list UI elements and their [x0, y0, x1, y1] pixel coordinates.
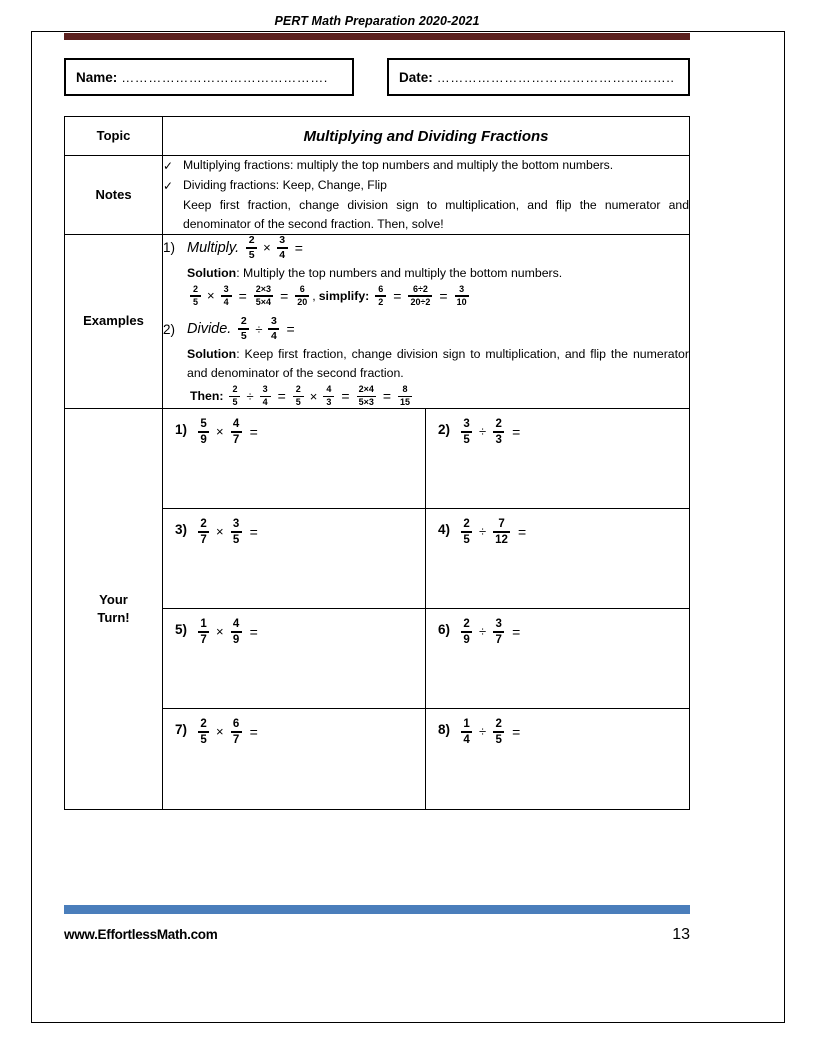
problem-expression	[194, 518, 262, 546]
denominator: 7	[200, 533, 207, 546]
equals-sign: =	[277, 388, 286, 405]
denominator: 5	[192, 296, 198, 307]
numerator: 4	[232, 417, 240, 430]
your-turn-label-cell	[65, 408, 163, 809]
fraction	[295, 285, 309, 307]
checkmark-icon: ✓	[163, 159, 174, 173]
worksheet-table	[64, 116, 690, 810]
denominator: 3	[326, 397, 332, 408]
numerator: 3	[459, 283, 465, 294]
denominator: 7	[232, 433, 240, 446]
fraction	[461, 418, 472, 446]
notes-row	[65, 156, 690, 235]
fraction	[455, 285, 469, 307]
numerator: 2	[495, 717, 502, 730]
fraction	[493, 518, 510, 546]
denominator: 12	[495, 533, 508, 546]
equals-sign: =	[512, 723, 521, 740]
numerator: 2	[463, 617, 470, 630]
header-rule	[64, 33, 690, 40]
footer-rule	[64, 905, 690, 914]
problem-expression	[457, 518, 530, 546]
examples-row	[65, 234, 690, 408]
denominator: 9	[232, 633, 240, 646]
fraction	[254, 285, 273, 307]
practice-problem[interactable]	[163, 509, 426, 609]
denominator: 5	[248, 248, 255, 261]
fraction	[231, 518, 242, 546]
name-label: Name:	[76, 69, 118, 85]
fraction-bar	[198, 431, 209, 433]
numerator: 6	[232, 717, 240, 730]
equals-sign: =	[517, 523, 527, 540]
numerator: 8	[402, 384, 408, 395]
denominator: 7	[495, 633, 502, 646]
then-label: Then:	[190, 389, 224, 404]
fraction	[408, 285, 432, 307]
problem-expression	[457, 618, 524, 646]
numerator: 2	[232, 384, 238, 395]
fraction	[323, 385, 334, 407]
numerator: 4	[232, 617, 240, 630]
example-1-solution	[187, 264, 689, 283]
numerator: 2	[192, 283, 198, 294]
fraction	[461, 618, 472, 646]
examples-label-cell: Examples	[65, 234, 163, 408]
numerator: 3	[495, 617, 502, 630]
numerator: 3	[463, 417, 470, 430]
denominator: 2	[378, 296, 384, 307]
operator: ×	[309, 388, 318, 404]
numerator: 2	[495, 417, 502, 430]
practice-problem-grid	[163, 409, 689, 809]
denominator: 5	[463, 433, 470, 446]
equals-sign: =	[249, 623, 258, 640]
denominator: 4	[262, 397, 268, 408]
equals-sign: =	[512, 623, 521, 640]
fraction	[221, 285, 232, 307]
denominator: 5	[232, 397, 238, 408]
note-item-text: Multiplying fractions: multiply the top numbers and multiply the bottom numbers.	[183, 158, 614, 172]
fraction-bar	[493, 631, 504, 633]
equals-sign: =	[249, 523, 258, 540]
problem-number: 2)	[438, 421, 451, 437]
fraction	[493, 618, 504, 646]
fraction-bar	[198, 731, 209, 733]
operator: ×	[216, 624, 224, 640]
equals-sign: =	[249, 723, 258, 740]
numerator: 6	[378, 283, 384, 294]
fraction	[246, 235, 257, 261]
numerator: 2×3	[255, 283, 272, 294]
fraction	[260, 385, 271, 407]
denominator: 20	[297, 296, 308, 307]
example-1-work	[187, 285, 689, 307]
practice-problem[interactable]	[163, 409, 426, 509]
your-turn-label-line2: Turn!	[97, 609, 130, 625]
fraction	[231, 718, 242, 746]
numerator: 3	[262, 384, 268, 395]
equals-sign: =	[238, 287, 247, 304]
solution-label: Solution	[187, 347, 237, 362]
operator: ÷	[246, 388, 254, 404]
fraction	[277, 235, 288, 261]
operator: ×	[216, 524, 224, 540]
equals-sign: =	[280, 287, 289, 304]
fraction	[198, 718, 209, 746]
your-turn-row	[65, 408, 690, 809]
practice-problem[interactable]	[426, 409, 689, 509]
fraction	[198, 418, 209, 446]
numerator: 2	[295, 384, 301, 395]
solution-text: : Multiply the top numbers and multiply the bottom numbers.	[236, 265, 563, 280]
notes-content-cell	[163, 156, 690, 235]
note-item-text: Dividing fractions: Keep, Change, Flip	[183, 178, 387, 193]
operator: ÷	[479, 524, 487, 540]
problem-expression	[194, 618, 262, 646]
fraction	[229, 385, 240, 407]
solution-text: : Keep first fraction, change division sign to multiplication, and flip the numerator and denominator of the second fraction.	[187, 347, 689, 381]
operator: ÷	[255, 321, 263, 337]
numerator: 2×4	[358, 384, 374, 395]
note-item	[163, 156, 689, 175]
fraction	[461, 518, 472, 546]
name-date-row	[64, 58, 690, 96]
equals-sign: =	[286, 321, 295, 338]
fraction-bar	[198, 531, 209, 533]
operator: ×	[216, 424, 224, 440]
fraction	[198, 618, 209, 646]
denominator: 4	[279, 248, 286, 261]
numerator: 2	[200, 717, 207, 730]
example-1-number: 1)	[163, 240, 176, 256]
numerator: 3	[279, 233, 286, 246]
denominator: 5×4	[255, 296, 272, 307]
problem-expression	[194, 418, 262, 446]
operator: ÷	[479, 424, 487, 440]
fraction-bar	[231, 631, 242, 633]
denominator: 5	[232, 533, 240, 546]
date-label: Date:	[399, 69, 433, 85]
name-field-box[interactable]	[64, 58, 354, 96]
note-sub-text: Keep first fraction, change division sign to multiplication, and flip the numerator and denominator of the second fraction. Then, solve!	[183, 198, 689, 232]
problem-number: 4)	[438, 521, 451, 537]
denominator: 9	[200, 433, 207, 446]
numerator: 3	[223, 283, 229, 294]
numerator: 3	[232, 517, 240, 530]
example-2-number: 2)	[163, 321, 176, 337]
fraction-bar	[461, 731, 472, 733]
footer-row	[64, 926, 690, 944]
numerator: 2	[240, 315, 247, 328]
equals-sign: =	[382, 388, 392, 405]
denominator: 4	[463, 733, 470, 746]
denominator: 9	[463, 633, 470, 646]
fraction-bar	[461, 631, 472, 633]
topic-row	[65, 117, 690, 156]
fraction-bar	[461, 431, 472, 433]
checkmark-icon: ✓	[163, 179, 174, 194]
denominator: 5	[200, 733, 207, 746]
equals-sign: =	[341, 388, 350, 405]
numerator: 1	[463, 717, 470, 730]
example-1-prompt	[163, 235, 689, 261]
numerator: 2	[200, 517, 207, 530]
problem-number: 3)	[175, 521, 188, 537]
practice-problem[interactable]	[163, 609, 426, 709]
operator: ×	[263, 240, 271, 256]
numerator: 1	[200, 617, 207, 630]
denominator: 5	[495, 733, 502, 746]
fraction-bar	[493, 531, 510, 533]
equals-sign: =	[249, 423, 258, 440]
fraction	[231, 418, 242, 446]
example-2-prompt	[163, 316, 689, 342]
simplify-label: simplify:	[318, 288, 370, 303]
fraction-bar	[231, 431, 242, 433]
practice-problem[interactable]	[163, 709, 426, 809]
fraction-bar	[461, 531, 472, 533]
fraction	[231, 618, 242, 646]
denominator: 5	[240, 330, 247, 343]
fraction	[357, 385, 376, 407]
denominator: 3	[495, 433, 502, 446]
fraction	[268, 316, 279, 342]
denominator: 5	[463, 533, 470, 546]
topic-value-cell: Multiplying and Dividing Fractions	[163, 117, 690, 156]
problem-number: 6)	[438, 621, 451, 637]
problem-number: 5)	[175, 621, 188, 637]
operator: ÷	[479, 624, 487, 640]
comma: ,	[312, 288, 316, 303]
equals-sign: =	[294, 239, 303, 256]
denominator: 15	[400, 397, 411, 408]
your-turn-label-line1: Your	[99, 592, 128, 608]
problem-number: 8)	[438, 721, 451, 737]
fraction	[493, 418, 504, 446]
example-2-solution	[187, 345, 689, 383]
denominator: 5	[295, 397, 301, 408]
example-2-verb: Divide.	[187, 321, 232, 338]
example-2-work	[187, 385, 689, 407]
equals-sign: =	[393, 287, 402, 304]
fraction-bar	[231, 731, 242, 733]
denominator: 10	[456, 296, 467, 307]
denominator: 4	[271, 330, 277, 343]
numerator: 2	[248, 233, 255, 246]
fraction	[493, 718, 504, 746]
problem-expression	[457, 718, 524, 746]
footer-website-url[interactable]: www.EffortlessMath.com	[64, 927, 218, 942]
numerator: 2	[463, 517, 470, 530]
practice-problem[interactable]	[426, 709, 689, 809]
problem-number: 7)	[175, 721, 188, 737]
fraction-bar	[231, 531, 242, 533]
page-number: 13	[672, 926, 690, 943]
denominator: 4	[223, 296, 229, 307]
denominator: 7	[200, 633, 207, 646]
fraction	[198, 518, 209, 546]
equals-sign: =	[439, 287, 448, 304]
numerator: 6	[299, 283, 305, 294]
fraction	[461, 718, 472, 746]
denominator: 7	[232, 733, 240, 746]
fraction	[293, 385, 304, 407]
date-dotted-line: ……………………………………………..	[436, 69, 675, 85]
numerator: 7	[498, 517, 505, 530]
problem-expression	[457, 418, 524, 446]
fraction	[375, 285, 386, 307]
page-content	[64, 14, 690, 810]
fraction	[398, 385, 412, 407]
date-field-box[interactable]	[387, 58, 690, 96]
name-dotted-line: ……………………………………….	[121, 69, 328, 85]
your-turn-content-cell	[163, 408, 690, 809]
fraction	[238, 316, 249, 342]
fraction	[190, 285, 201, 307]
problem-expression	[194, 718, 262, 746]
note-item	[163, 176, 689, 195]
numerator: 6÷2	[412, 283, 428, 294]
practice-problem[interactable]	[426, 609, 689, 709]
practice-problem[interactable]	[426, 509, 689, 609]
denominator: 20÷2	[410, 296, 431, 307]
document-title: PERT Math Preparation 2020-2021	[274, 14, 480, 28]
notes-label-cell: Notes	[65, 156, 163, 235]
numerator: 3	[271, 315, 277, 328]
example-1-verb: Multiply.	[187, 239, 240, 256]
operator: ×	[207, 288, 215, 304]
topic-label-cell: Topic	[65, 117, 163, 156]
operator: ×	[216, 724, 224, 740]
denominator: 5×3	[358, 397, 374, 408]
fraction-bar	[493, 431, 504, 433]
page-footer	[64, 905, 690, 944]
numerator: 5	[200, 417, 207, 430]
equals-sign: =	[512, 423, 521, 440]
fraction-bar	[493, 731, 504, 733]
fraction-bar	[198, 631, 209, 633]
examples-content-cell	[163, 234, 690, 408]
operator: ÷	[479, 724, 487, 740]
problem-number: 1)	[175, 421, 188, 437]
numerator: 4	[326, 384, 332, 395]
solution-label: Solution	[187, 265, 237, 280]
